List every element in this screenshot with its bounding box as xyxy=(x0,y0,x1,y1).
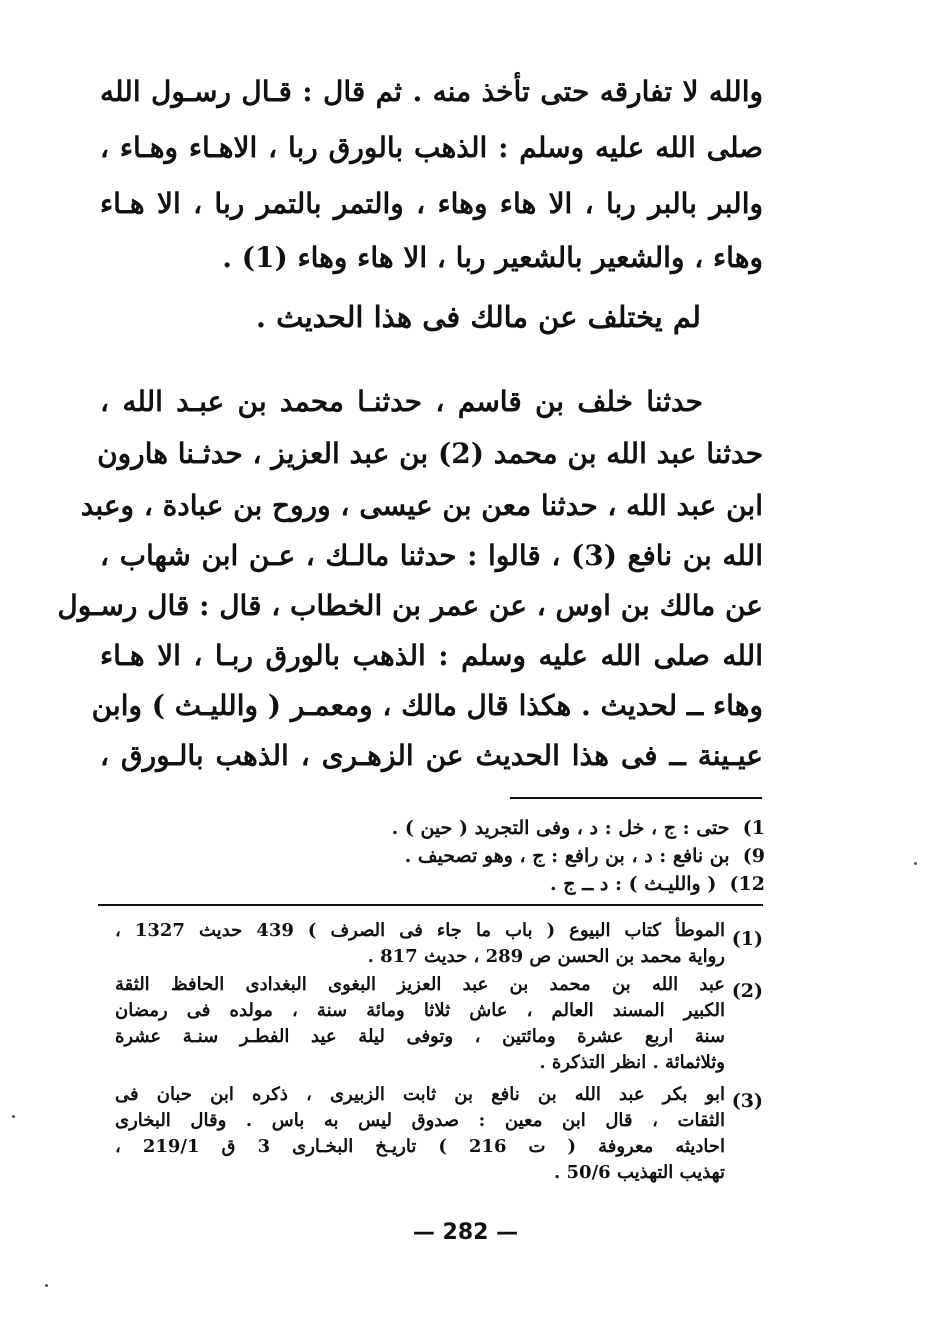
paragraph-line: الله بن نافع (3) ، قالوا : حدثنا مالـك ، عـن ابن شهاب ، xyxy=(100,539,763,572)
variant-note-number: 12 xyxy=(738,873,765,895)
variant-notes xyxy=(280,815,765,905)
scan-speck xyxy=(914,862,917,865)
page-number: — 282 — xyxy=(412,1220,519,1245)
footnote-line: الكبير المسند العالم ، عاش ثلاثا ومائة سنة ، مولده فى رمضان xyxy=(115,1000,725,1021)
variant-note: 9) بن نافع : د ، بن رافع : ج ، وهو تصحيف . xyxy=(404,845,765,867)
variant-note: 12) ( والليـث ) : د ــ ج . xyxy=(550,873,765,895)
paragraph-line: عيـينة ــ فى هذا الحديث عن الزهـرى ، الذهب بالـورق ، xyxy=(100,739,763,772)
paragraph-line: ابن عبد الله ، حدثنا معن بن عيسى ، وروح بن عبادة ، وعبد xyxy=(80,489,763,522)
variant-note-number: 9 xyxy=(751,845,765,867)
footnote-line: سنة اربع عشرة ومائتين ، وتوفى ليلة عيد الفطـر سنـة عشرة xyxy=(115,1026,725,1047)
footnote-line: الثقات ، قال ابن معين : صدوق ليس به باس . وقال البخارى xyxy=(115,1110,725,1131)
paragraph-line: حدثنا خلف بن قاسم ، حدثنـا محمد بن عبـد الله ، xyxy=(100,385,703,418)
paragraph-line: والبر بالبر ربا ، الا هاء وهاء ، والتمر بالتمر ربا ، الا هـاء xyxy=(100,187,763,220)
main-paragraph xyxy=(57,382,763,782)
footnotes xyxy=(98,918,763,1208)
footnote-number: (2) xyxy=(731,980,763,1002)
section-heading: لم يختلف عن مالك فى هذا الحديث . xyxy=(255,300,701,334)
scan-speck xyxy=(12,1115,15,1118)
paragraph-line: وهاء ، والشعير بالشعير ربا ، الا هاء وهاء (1) . xyxy=(222,241,763,274)
paragraph-line: وهاء ــ لحديث . هكذا قال مالك ، ومعمـر ( والليـث ) وابن xyxy=(91,689,763,722)
footnote-line: رواية محمد بن الحسن ص 289 ، حديث 817 . xyxy=(367,946,725,967)
variant-note-text: ( والليـث ) : د ــ ج . xyxy=(550,873,717,895)
footnote-number: (3) xyxy=(731,1090,763,1112)
paragraph-line: والله لا تفارقه حتى تأخذ منه . ثم قال : قـال رسـول الله xyxy=(100,75,763,108)
paragraph-line: صلى الله عليه وسلم : الذهب بالورق ربا ، الاهـاء وهـاء ، xyxy=(100,131,764,164)
variant-note-number: 1 xyxy=(751,817,765,839)
paragraph-line: الله صلى الله عليه وسلم : الذهب بالورق ربـا ، الا هـاء xyxy=(100,639,763,672)
footnote-line: الموطأ كتاب البيوع ( باب ما جاء فى الصرف ) 439 حديث 1327 ، xyxy=(115,920,726,941)
top-paragraph xyxy=(100,72,763,272)
footnote-line: ابو بكر عبد الله بن نافع بن ثابت الزبيرى ، ذكره ابن حبان فى xyxy=(115,1084,725,1105)
scan-speck xyxy=(45,1284,48,1287)
footnote-line: احاديثه معروفة ( ت 216 ) تاريـخ البخـارى 3 ق 219/1 ، xyxy=(115,1136,726,1157)
paragraph-line: حدثنا عبد الله بن محمد (2) بن عبد العزيز ، حدثـنا هارون xyxy=(97,437,763,470)
variant-note-text: بن نافع : د ، بن رافع : ج ، وهو تصحيف . xyxy=(404,845,730,867)
variant-notes-rule xyxy=(510,797,762,799)
footnotes-rule xyxy=(98,904,763,906)
variant-note: 1) حتى : ج ، خل : د ، وفى التجريد ( حين ) . xyxy=(391,817,765,839)
footnote-number: (1) xyxy=(731,928,763,950)
variant-note-text: حتى : ج ، خل : د ، وفى التجريد ( حين ) . xyxy=(391,817,730,839)
paragraph-line: عن مالك بن اوس ، عن عمر بن الخطاب ، قال : قال رسـول xyxy=(57,589,763,622)
footnote-line: عبد الله بن محمد بن عبد العزيز البغوى البغدادى الحافظ الثقة xyxy=(115,974,725,995)
footnote-line: تهذيب التهذيب 50/6 . xyxy=(553,1162,725,1183)
footnote-line: وثلاثمائة . انظر التذكرة . xyxy=(539,1052,725,1073)
